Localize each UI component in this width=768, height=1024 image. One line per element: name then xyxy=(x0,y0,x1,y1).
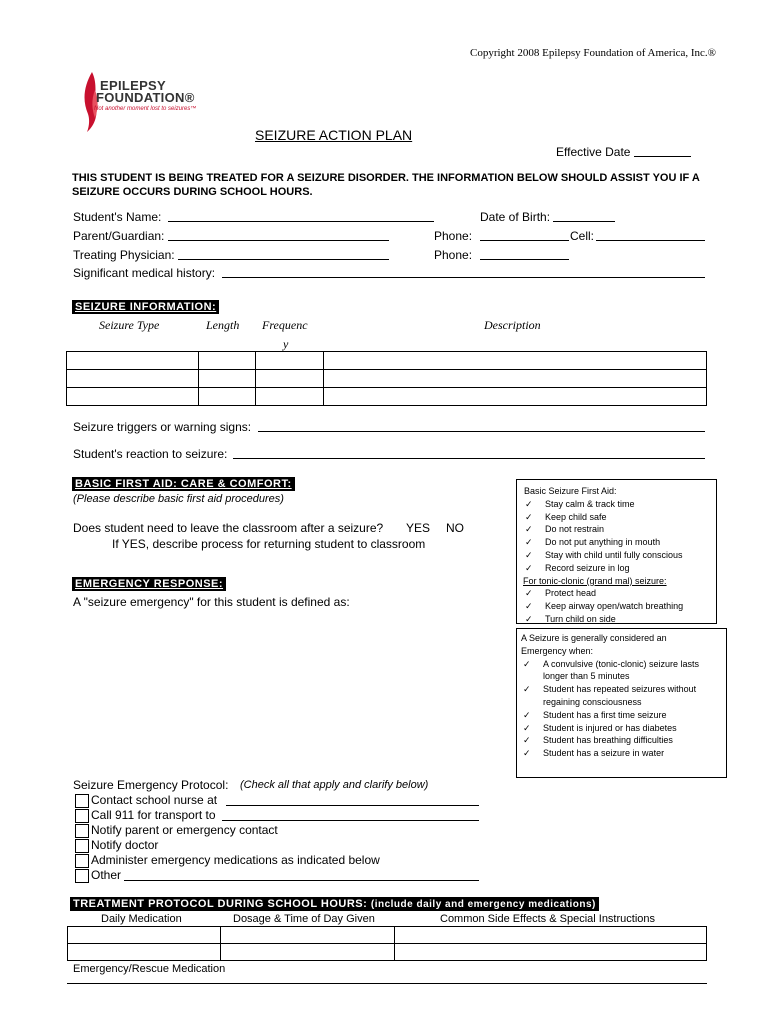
list-item: ✓ Student has a first time seizure xyxy=(523,709,667,720)
phone2-field[interactable] xyxy=(480,259,569,260)
col-length: Length xyxy=(206,318,240,332)
reaction-field[interactable] xyxy=(233,458,705,459)
table-cell[interactable] xyxy=(256,352,324,370)
checkbox-notify-parent[interactable] xyxy=(75,824,89,838)
list-item: ✓ A convulsive (tonic-clonic) seizure lasts xyxy=(523,658,700,669)
first-aid-note: (Please describe basic first aid procedures) xyxy=(73,493,284,505)
check-icon: ✓ xyxy=(523,709,531,720)
table-cell[interactable] xyxy=(221,944,395,961)
check-icon: ✓ xyxy=(523,722,531,733)
checkbox-call-911[interactable] xyxy=(75,809,89,823)
table-cell[interactable] xyxy=(68,927,221,944)
leave-classroom-question: Does student need to leave the classroom after a seizure? xyxy=(73,521,384,535)
call-911-field[interactable] xyxy=(222,820,479,821)
list-item: ✓ Record seizure in log xyxy=(525,562,630,573)
table-cell[interactable] xyxy=(256,370,324,388)
list-item: ✓ Student has breathing difficulties xyxy=(523,735,673,746)
col-frequency: Frequenc xyxy=(262,318,308,332)
col-dosage: Dosage & Time of Day Given xyxy=(233,913,375,925)
check-icon: ✓ xyxy=(525,588,533,599)
checkbox-other[interactable] xyxy=(75,869,89,883)
treatment-heading-text: TREATMENT PROTOCOL DURING SCHOOL HOURS: xyxy=(73,898,368,910)
table-cell[interactable] xyxy=(67,388,199,406)
list-item-continued: regaining consciousness xyxy=(543,696,642,707)
contact-nurse-field[interactable] xyxy=(226,805,479,806)
seizure-info-heading: SEIZURE INFORMATION: xyxy=(72,300,219,314)
check-icon: ✓ xyxy=(525,601,533,612)
notify-parent-label: Notify parent or emergency contact xyxy=(91,823,278,837)
treatment-heading-note: (include daily and emergency medications) xyxy=(370,899,596,910)
parent-label: Parent/Guardian: xyxy=(73,229,165,243)
seizure-info-table xyxy=(66,351,707,406)
logo-tagline: Not another moment lost to seizures™ xyxy=(94,106,197,112)
checkbox-contact-nurse[interactable] xyxy=(75,794,89,808)
epilepsy-foundation-logo xyxy=(80,70,220,135)
table-row xyxy=(68,927,707,944)
table-cell[interactable] xyxy=(199,388,256,406)
table-cell[interactable] xyxy=(67,370,199,388)
first-aid-heading: BASIC FIRST AID: CARE & COMFORT: xyxy=(72,477,295,491)
other-field[interactable] xyxy=(124,880,479,881)
list-item: ✓ Turn child on side xyxy=(525,613,616,624)
protocol-label: Seizure Emergency Protocol: xyxy=(73,778,229,792)
check-icon: ✓ xyxy=(525,524,533,535)
table-row xyxy=(67,370,707,388)
table-cell[interactable] xyxy=(68,944,221,961)
copyright-notice: Copyright 2008 Epilepsy Foundation of America, Inc.® xyxy=(470,47,717,59)
treatment-heading xyxy=(70,897,599,911)
check-icon: ✓ xyxy=(525,613,533,624)
effective-date-label: Effective Date xyxy=(556,145,631,159)
logo-line2: FOUNDATION® xyxy=(96,90,195,105)
check-icon: ✓ xyxy=(525,511,533,522)
rescue-medication-label: Emergency/Rescue Medication xyxy=(73,963,226,975)
table-cell[interactable] xyxy=(67,352,199,370)
emergency-criteria-box xyxy=(516,628,727,778)
intro-line-2: SEIZURE OCCURS DURING SCHOOL HOURS. xyxy=(72,186,313,198)
check-icon: ✓ xyxy=(525,498,533,509)
check-icon: ✓ xyxy=(525,549,533,560)
call-911-label: Call 911 for transport to xyxy=(91,808,216,822)
table-cell[interactable] xyxy=(199,370,256,388)
list-item: ✓ Student has a seizure in water xyxy=(523,748,665,759)
emergency-definition-label: A "seizure emergency" for this student is defined as: xyxy=(73,595,350,609)
triggers-label: Seizure triggers or warning signs: xyxy=(73,420,252,434)
emergency-box-title-1: A Seizure is generally considered an xyxy=(521,633,667,643)
physician-label: Treating Physician: xyxy=(73,248,175,262)
check-icon: ✓ xyxy=(523,748,531,759)
history-label: Significant medical history: xyxy=(73,266,216,280)
dob-label: Date of Birth: xyxy=(480,210,551,224)
check-icon: ✓ xyxy=(523,684,531,695)
check-icon: ✓ xyxy=(523,735,531,746)
list-item: ✓ Protect head xyxy=(525,588,597,599)
page-title: SEIZURE ACTION PLAN xyxy=(255,127,413,143)
cell-field[interactable] xyxy=(596,240,705,241)
emergency-heading: EMERGENCY RESPONSE: xyxy=(72,577,226,591)
table-cell[interactable] xyxy=(324,388,707,406)
rescue-medication-field[interactable] xyxy=(67,983,707,984)
parent-field[interactable] xyxy=(168,240,389,241)
list-item: ✓ Student is injured or has diabetes xyxy=(523,722,677,733)
emergency-box-title-2: Emergency when: xyxy=(521,645,594,656)
list-item: ✓ Keep airway open/watch breathing xyxy=(525,601,684,612)
other-label: Other xyxy=(91,868,122,882)
history-field[interactable] xyxy=(222,277,705,278)
list-item: ✓ Do not put anything in mouth xyxy=(525,537,661,548)
col-frequency-wrap: y xyxy=(283,337,289,351)
notify-doctor-label: Notify doctor xyxy=(91,838,159,852)
phone1-field[interactable] xyxy=(480,240,569,241)
yes-option[interactable]: YES xyxy=(406,521,431,535)
col-daily-medication: Daily Medication xyxy=(101,913,182,925)
contact-nurse-label: Contact school nurse at xyxy=(91,793,218,807)
table-cell[interactable] xyxy=(324,370,707,388)
student-name-label: Student's Name: xyxy=(73,210,162,224)
table-cell[interactable] xyxy=(324,352,707,370)
first-aid-box-title: Basic Seizure First Aid: xyxy=(524,486,617,496)
cell-label: Cell: xyxy=(570,229,595,243)
col-seizure-type: Seizure Type xyxy=(99,318,160,332)
list-item: ✓ Stay calm & track time xyxy=(525,498,635,509)
reaction-label: Student's reaction to seizure: xyxy=(73,447,228,461)
table-cell[interactable] xyxy=(256,388,324,406)
list-item-continued: longer than 5 minutes xyxy=(543,671,630,682)
student-name-field[interactable] xyxy=(168,221,434,222)
col-side-effects: Common Side Effects & Special Instructions xyxy=(440,913,656,925)
table-cell[interactable] xyxy=(395,927,707,944)
first-aid-box xyxy=(516,479,717,624)
table-row xyxy=(68,944,707,961)
effective-date-field[interactable] xyxy=(634,156,691,157)
protocol-note: (Check all that apply and clarify below) xyxy=(240,779,429,791)
check-icon: ✓ xyxy=(523,658,531,669)
phone2-label: Phone: xyxy=(434,248,473,262)
first-aid-box-subheading: For tonic-clonic (grand mal) seizure: xyxy=(523,575,667,586)
table-cell[interactable] xyxy=(395,944,707,961)
list-item: ✓ Do not restrain xyxy=(525,524,605,535)
table-cell[interactable] xyxy=(221,927,395,944)
table-row xyxy=(67,352,707,370)
check-icon: ✓ xyxy=(525,537,533,548)
triggers-field[interactable] xyxy=(258,431,705,432)
checkbox-notify-doctor[interactable] xyxy=(75,839,89,853)
intro-line-1: THIS STUDENT IS BEING TREATED FOR A SEIZURE DISORDER. THE INFORMATION BELOW SHOULD ASSIST YOU IF A xyxy=(72,172,700,184)
no-option[interactable]: NO xyxy=(446,521,464,535)
check-icon: ✓ xyxy=(525,562,533,573)
table-row xyxy=(67,388,707,406)
physician-field[interactable] xyxy=(178,259,389,260)
table-cell[interactable] xyxy=(199,352,256,370)
list-item: ✓ Student has repeated seizures without xyxy=(523,684,697,695)
list-item: ✓ Keep child safe xyxy=(525,511,607,522)
col-description: Description xyxy=(484,318,541,332)
logo-line1: EPILEPSY xyxy=(100,78,166,93)
treatment-table xyxy=(67,926,707,961)
dob-field[interactable] xyxy=(553,221,615,222)
phone1-label: Phone: xyxy=(434,229,473,243)
list-item: ✓ Stay with child until fully conscious xyxy=(525,549,683,560)
checkbox-administer-meds[interactable] xyxy=(75,854,89,868)
administer-meds-label: Administer emergency medications as indicated below xyxy=(91,853,380,867)
if-yes-instruction: If YES, describe process for returning student to classroom xyxy=(112,537,426,551)
